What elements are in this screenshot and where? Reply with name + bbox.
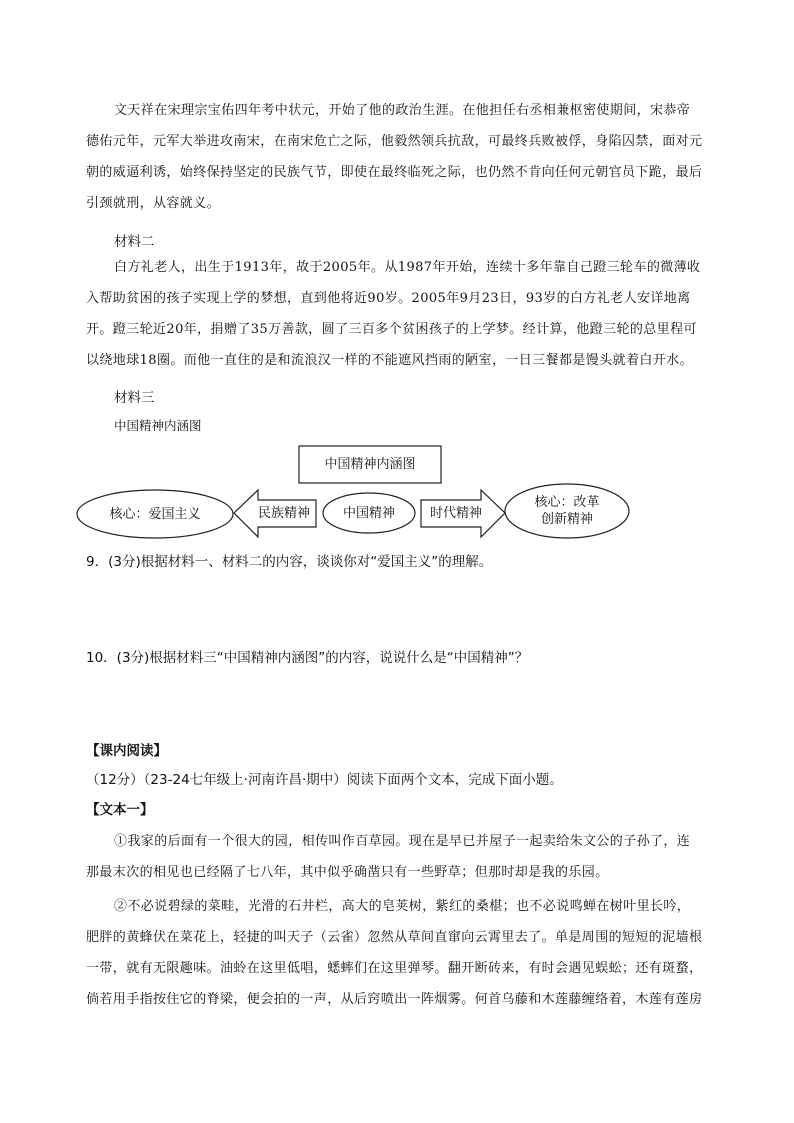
question-10: 10．(3分)根据材料三“中国精神内涵图”的内容，说说什么是“中国精神”？: [86, 650, 529, 666]
text-line: 开。蹬三轮近20年，捐赠了35万善款，圆了三百多个贫困孩子的上学梦。经计算，他蹬三轮的总里程可: [86, 322, 697, 337]
right-ellipse-line-1: 核心：改革: [534, 495, 600, 510]
right-ellipse-line-2: 创新精神: [540, 512, 593, 527]
left-ellipse-label: 核心：爱国主义: [109, 506, 201, 522]
center-ellipse-label: 中国精神: [342, 505, 395, 521]
material-three-label: 材料三: [114, 390, 155, 406]
material-three-caption: 中国精神内涵图: [114, 418, 202, 433]
material-two-label: 材料二: [114, 234, 155, 250]
diagram-title: 中国精神内涵图: [324, 457, 416, 472]
text-line: ①我家的后面有一个很大的园，相传叫作百草园。现在是早已并屋子一起卖给朱文公的子孙了，连: [114, 834, 691, 849]
text-line: 白方礼老人，出生于1913年，故于2005年。从1987年开始，连续十多年靠自己蹬三轮车的微薄收: [114, 260, 701, 275]
text-line: 以绕地球18圈。而他一直住的是和流浪汉一样的不能遮风挡雨的陋室，一日三餐都是馒头就着白开水。: [86, 353, 693, 368]
text-line: 文天祥在宋理宗宝佑四年考中状元，开始了他的政治生涯。在他担任右丞相兼枢密使期间，宋恭帝: [114, 103, 691, 118]
right-arrow-label: 时代精神: [429, 505, 482, 521]
text-line: 德佑元年，元军大举进攻南宋，在南宋危亡之际，他毅然领兵抗敌，可最终兵败被俘，身陷囚禁，面对元: [86, 134, 703, 149]
text-one-paragraph-1: [86, 826, 718, 888]
text-line: 倘若用手指按住它的脊梁，便会拍的一声，从后窍喷出一阵烟雾。何首乌藤和木莲藤缠络着，木莲有莲房: [86, 992, 703, 1007]
text-line: ②不必说碧绿的菜畦，光滑的石井栏，高大的皂荚树，紫红的桑椹；也不必说鸣蝉在树叶里长吟，: [114, 899, 691, 914]
text-line: 一带，就有无限趣味。油蛉在这里低唱，蟋蟀们在这里弹琴。翻开断砖来，有时会遇见蜈蚣；还有斑蝥，: [86, 961, 703, 976]
text-one-label: 【文本一】: [86, 802, 154, 818]
text-line: 引颈就刑，从容就义。: [86, 196, 221, 211]
right-ellipse-label: [507, 491, 627, 531]
text-line: 朝的威逼利诱，始终保持坚定的民族气节，即使在最终临死之际，也仍然不肯向任何元朝官员下跪，最后: [86, 165, 703, 180]
text-line: 肥胖的黄蜂伏在菜花上，轻捷的叫天子（云雀）忽然从草间直窜向云霄里去了。单是周围的短短的泥墙根: [86, 930, 703, 945]
text-line: 入帮助贫困的孩子实现上学的梦想，直到他将近90岁。2005年9月23日，93岁的白方礼老人安详地离: [86, 291, 691, 306]
reading-intro: （12分）（23-24七年级上·河南许昌·期中）阅读下面两个文本，完成下面小题。: [86, 772, 563, 788]
question-9: 9．(3分)根据材料一、材料二的内容，谈谈你对“爱国主义”的理解。: [86, 554, 493, 570]
text-line: 那最末次的相见也已经隔了七八年，其中似乎确凿只有一些野草；但那时却是我的乐园。: [86, 865, 609, 880]
text-one-paragraph-2: [86, 891, 718, 1015]
left-arrow-label: 民族精神: [257, 505, 310, 521]
reading-heading: 【课内阅读】: [86, 743, 167, 759]
